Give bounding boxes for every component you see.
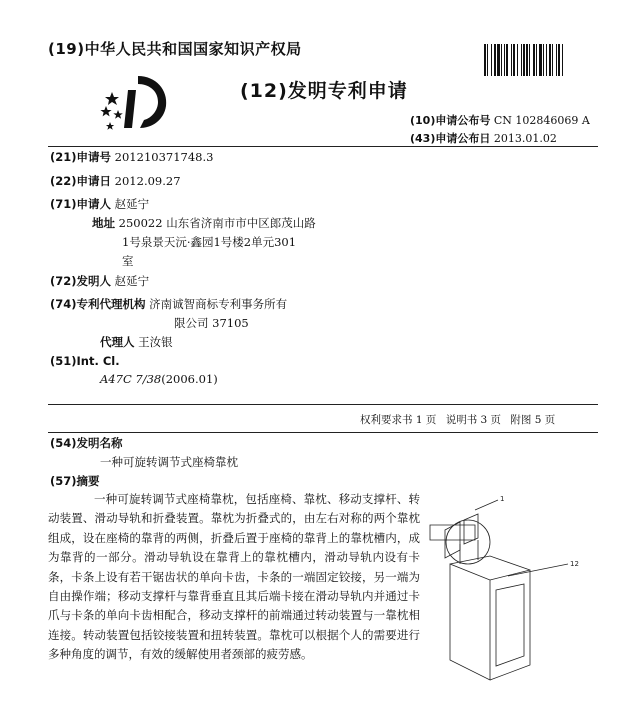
document-type-heading: (12)发明专利申请 [240,80,408,102]
page-count-summary [360,412,561,427]
agency-line-2: 限公司 37105 [174,316,249,330]
application-date-label: (22)申请日 [50,174,112,188]
leader-line-1 [475,500,498,510]
agent-name: 王汝银 [138,335,173,349]
reference-numeral-1: 1 [500,495,505,503]
address-row [92,214,316,233]
abstract-text: 一种可旋转调节式座椅靠枕，包括座椅、靠枕、移动支撑杆、转动装置、滑动导轨和折叠装置。靠枕为折叠式的，由左右对称的两个靠枕组成，设在座椅的靠背的两侧，折叠后置于座椅的靠背上的靠枕槽内，成为靠背的一部分。滑动导轨设在靠背上的靠枕槽内，滑动导轨内设有卡条，卡条上设有若干锯齿状的单向卡齿，卡条的一端固定铰接，另一端为自由操作端；移动支撑杆与靠背垂直且其后端卡接在滑动导轨内并通过卡爪与卡条的单向卡齿相配合，移动支撑杆的前端通过转动装置与一靠枕相连接。转动装置包括铰接装置和扭转装置。靠枕可以根据个人的需要进行多种角度的调节，有效的缓解使用者颈部的疲劳感。 [48,492,420,662]
application-date: 2012.09.27 [114,174,181,188]
barcode-bar [521,44,522,76]
address-line-3: 室 [122,254,134,268]
publication-number-row [410,112,590,128]
barcode-bar [506,44,508,76]
header-divider [48,146,598,147]
reference-numeral-12: 12 [570,560,579,568]
barcode-bar [523,44,525,76]
inventor-label: (72)发明人 [50,274,112,288]
claims-pages: 权利要求书 1 页 [360,414,437,426]
barcode-bar [533,44,535,76]
publication-date-label: (43)申请公布日 [410,132,491,145]
agency-label: (74)专利代理机构 [50,297,146,311]
barcode-bar [504,44,505,76]
agency-row [50,295,287,314]
agent-label: 代理人 [100,335,135,349]
publication-date-row [410,130,557,146]
invention-title: 一种可旋转调节式座椅靠枕 [100,455,238,469]
agency-line-1: 济南诚智商标专利事务所有 [149,297,288,311]
barcode-bar [552,44,553,76]
biblio-divider [48,404,598,405]
address-line-1: 250022 山东省济南市市中区郎茂山路 [118,216,316,230]
publication-number: CN 102846069 A [493,114,590,127]
abstract-label: (57)摘要 [50,474,100,488]
invention-title-label: (54)发明名称 [50,436,123,450]
barcode-bar [556,44,557,76]
applicant-label: (71)申请人 [50,197,112,211]
patent-office-title: (19)中华人民共和国国家知识产权局 [48,40,302,58]
applicant-name: 赵延宁 [114,197,150,211]
inventor-name: 赵延宁 [114,274,150,288]
barcode [484,44,600,76]
barcode-bar [546,44,547,76]
barcode-bar [484,44,486,76]
application-number-label: (21)申请号 [50,150,112,164]
application-number-row [50,148,213,167]
barcode-bar [562,44,563,76]
barcode-bar [558,44,560,76]
barcode-bar [501,44,502,76]
publication-number-label: (10)申请公布号 [410,114,491,127]
barcode-bar [511,44,512,76]
barcode-bar [513,44,515,76]
description-pages: 说明书 3 页 [445,414,502,426]
barcode-bar [549,44,551,76]
barcode-bar [526,44,528,76]
intcl-code: A47C 7/38 [100,372,162,386]
agent-row [100,333,173,352]
drawing-pages: 附图 5 页 [510,414,556,426]
barcode-bar [487,44,488,76]
inventor-row [50,272,149,291]
sipo-emblem-logo [98,70,178,132]
intcl-label: (51)Int. Cl. [50,354,120,368]
address-line-2: 1号泉景天沅·鑫园1号楼2单元301 [122,235,297,249]
publication-date: 2013.01.02 [493,132,557,145]
barcode-bar [491,44,492,76]
address-label: 地址 [92,216,115,230]
barcode-bar [497,44,500,76]
barcode-bar [517,44,518,76]
barcode-bar [529,44,530,76]
barcode-bar [536,44,537,76]
stats-divider [48,432,598,433]
intcl-classification [100,370,218,389]
barcode-bar [539,44,542,76]
application-number: 201210371748.3 [114,150,214,164]
applicant-row [50,195,149,214]
barcode-bar [494,44,496,76]
representative-drawing [420,480,590,685]
barcode-bar [543,44,544,76]
intcl-date: (2006.01) [161,372,218,386]
application-date-row [50,172,181,191]
